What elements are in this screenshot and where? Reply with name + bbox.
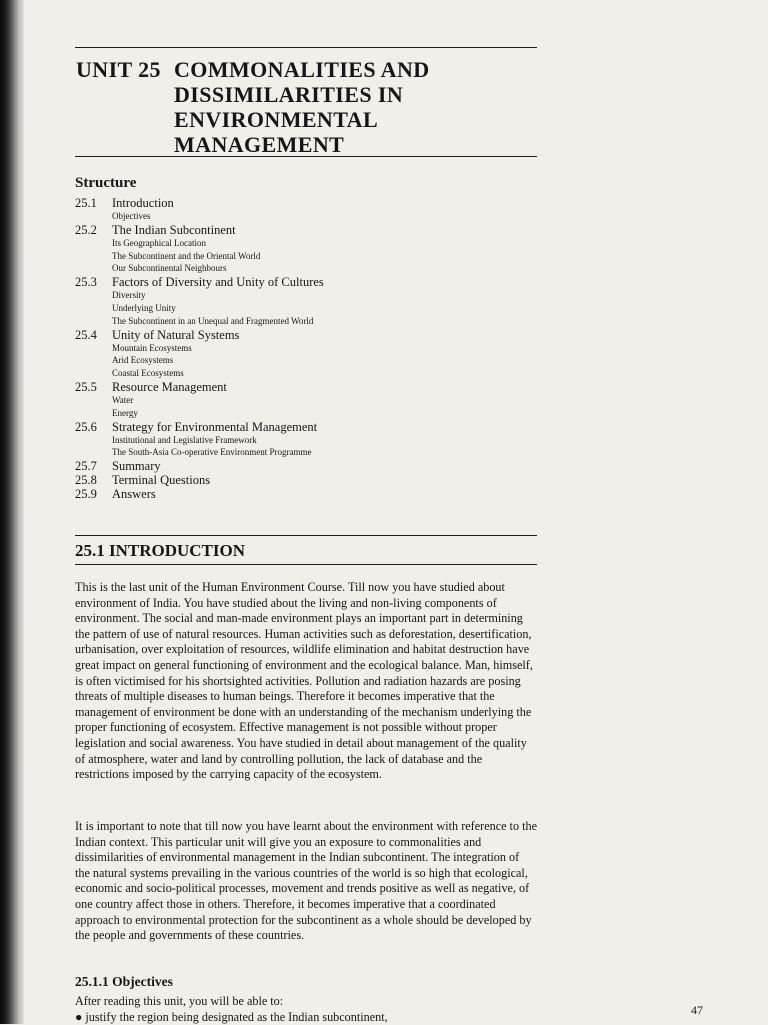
toc-subentry: Energy <box>112 407 138 418</box>
toc-subentry: Its Geographical Location <box>112 237 206 248</box>
toc-entry[interactable] <box>75 223 545 275</box>
toc-entry[interactable] <box>75 459 545 473</box>
unit-title-line-1: COMMONALITIES AND <box>174 57 430 82</box>
toc-number: 25.4 <box>75 327 97 342</box>
toc-title: Resource Management <box>112 379 227 394</box>
toc-entry[interactable] <box>75 196 545 223</box>
book-binding-edge <box>0 0 24 1024</box>
toc-subentry: Underlying Unity <box>112 302 176 313</box>
toc-number: 25.5 <box>75 379 97 394</box>
toc-subentry: Institutional and Legislative Framework <box>112 434 257 445</box>
unit-title-line-2: DISSIMILARITIES IN <box>174 82 404 107</box>
toc-entry[interactable] <box>75 380 545 420</box>
toc-entry[interactable] <box>75 473 545 487</box>
unit-number: UNIT 25 <box>76 57 161 82</box>
objective-bullet <box>75 1010 388 1025</box>
toc-subentry: Our Subcontinental Neighbours <box>112 263 227 274</box>
intro-paragraph-1: This is the last unit of the Human Environment Course. Till now you have studied about environment of India. You have studied about the living and non-living components of environment. The social and man-made environment plays an important part in determining the pattern of use of natural resources. Human activities such as deforestation, desertification, urbanisation, over exploitation of resources, wildlife elimination and habitat destruction have great impact on general functioning of environment and the ecological balance. Man, himself, is often victimised for his shortsighted activities. Pollution and radiation hazards are posing threats of multiple diseases to human beings. Therefore it becomes imperative that the management of environment be done with an understanding of the mechanism underlying the proper functioning of ecosystem. Effective management is not possible without proper legislation and social awareness. You have studied in detail about management of the quality of atmosphere, water and land by controlling pollution, the lack of database and the restrictions imposed by the carrying capacity of the ecosystem. <box>75 580 533 782</box>
toc-number: 25.3 <box>75 275 97 290</box>
toc-number: 25.6 <box>75 419 97 434</box>
toc-subentry: Water <box>112 394 134 405</box>
toc-title: Answers <box>112 487 156 502</box>
toc-number: 25.2 <box>75 222 97 237</box>
table-of-contents <box>75 196 545 501</box>
toc-subentry: Arid Ecosystems <box>112 355 174 366</box>
toc-number: 25.1 <box>75 196 97 210</box>
toc-entry[interactable] <box>75 487 545 501</box>
toc-title: Factors of Diversity and Unity of Cultures <box>112 275 324 290</box>
objectives-lead: After reading this unit, you will be able to: <box>75 994 284 1008</box>
toc-subentry: Objectives <box>112 211 151 221</box>
bullet-icon: ● <box>75 1010 86 1024</box>
toc-subentry: Diversity <box>112 290 146 301</box>
structure-heading: Structure <box>75 175 137 191</box>
toc-title: The Indian Subcontinent <box>112 222 236 237</box>
toc-entry[interactable] <box>75 328 545 380</box>
section-rule-top <box>75 535 537 536</box>
toc-number: 25.9 <box>75 487 97 502</box>
toc-number: 25.7 <box>75 459 97 474</box>
unit-title-line-3: ENVIRONMENTAL <box>174 107 379 132</box>
toc-subentry: The South-Asia Co-operative Environment Programme <box>112 447 312 458</box>
section-heading-introduction: 25.1 INTRODUCTION <box>75 541 246 560</box>
objectives-heading: 25.1.1 Objectives <box>75 974 173 989</box>
objective-bullet-text: justify the region being designated as the Indian subcontinent, <box>85 1010 388 1024</box>
intro-paragraph-2: It is important to note that till now you have learnt about the environment with reference to the Indian context. This particular unit will give you an exposure to commonalities and dissimilarities of environmental management in the Indian subcontinent. The integration of the natural systems prevailing in the various countries of the world is so high that ecological, economic and socio-political processes, movement and trends positive as well as negative, of one country affect those in others. Therefore, it becomes imperative that a coordinated approach to environmental protection for the subcontinent as a whole should be developed by the people and governments of these countries. <box>75 819 537 943</box>
toc-subentry: The Subcontinent and the Oriental World <box>112 250 261 261</box>
unit-title-line-4: MANAGEMENT <box>174 132 345 157</box>
toc-subentry: Mountain Ecosystems <box>112 342 192 353</box>
page-number: 47 <box>691 1003 703 1017</box>
top-rule <box>75 47 537 48</box>
toc-subentry: Coastal Ecosystems <box>112 368 184 379</box>
toc-number: 25.8 <box>75 473 97 488</box>
toc-title: Strategy for Environmental Management <box>112 419 318 434</box>
toc-title: Unity of Natural Systems <box>112 327 240 342</box>
toc-entry[interactable] <box>75 275 545 327</box>
toc-title: Introduction <box>112 196 174 210</box>
title-rule <box>75 156 537 157</box>
toc-title: Terminal Questions <box>112 473 211 488</box>
toc-title: Summary <box>112 459 161 474</box>
toc-subentry: The Subcontinent in an Unequal and Fragmented World <box>112 315 314 326</box>
toc-entry[interactable] <box>75 420 545 460</box>
section-rule-bottom <box>75 564 537 565</box>
